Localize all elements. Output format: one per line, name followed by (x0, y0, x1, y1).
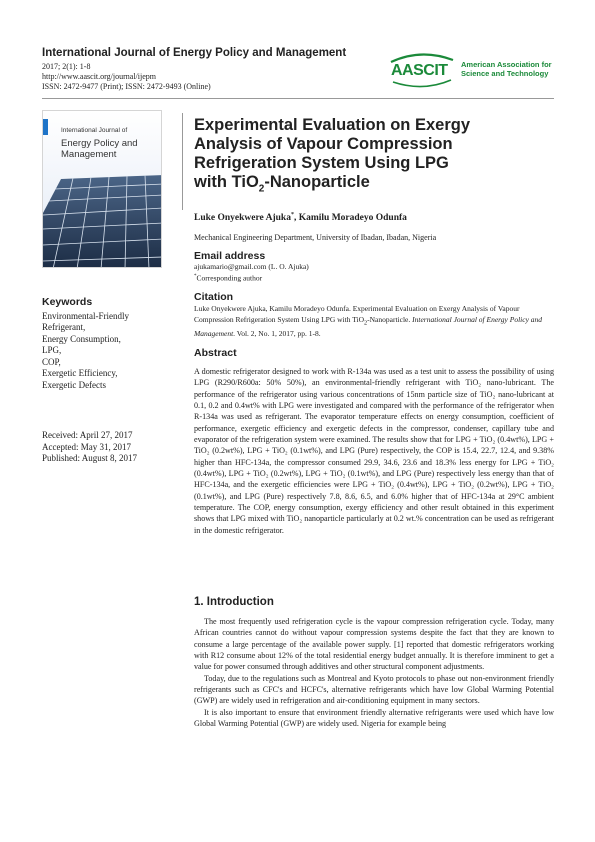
journal-meta (42, 62, 362, 92)
intro-heading: 1. Introduction (194, 596, 274, 608)
keyword-item: Energy Consumption, (42, 333, 121, 344)
logo-text: AASCIT (391, 62, 448, 79)
issn-line: ISSN: 2472-9477 (Print); ISSN: 2472-9493 (Online) (42, 82, 211, 91)
journal-title: International Journal of Energy Policy and Management (42, 47, 347, 59)
corresponding-marker: * (290, 212, 294, 219)
keyword-item: Refrigerant, (42, 322, 86, 332)
abstract-heading: Abstract (194, 347, 237, 360)
keyword-item: LPG, (42, 345, 62, 355)
keywords-section (42, 297, 162, 391)
article-title (194, 116, 554, 198)
email-heading: Email address (194, 250, 266, 263)
author-list: Luke Onyekwere Ajuka*, Kamilu Moradeyo Odunfa (194, 212, 407, 224)
intro-paragraph: The most frequently used refrigeration cycle is the vapour compression refrigeration cycle. Today, many African countries cannot do without vapour compression systems despite the fact that they are known to consume a large percentage of the available power supply. [1] reported that domestic refrigerators working with R12 consume about 12% of the total residential energy budget annually. It is therefore imminent to get a value for power consumed through additives and other structural component adjustments. (194, 617, 554, 672)
volume-line: 2017; 2(1): 1-8 (42, 62, 91, 71)
corresponding-author-note: *Corresponding author (194, 273, 263, 283)
keyword-item: Environmental-Friendly (42, 310, 129, 321)
citation-heading: Citation (194, 290, 234, 303)
date-published: Published: August 8, 2017 (42, 453, 138, 463)
keywords-heading: Keywords (42, 296, 93, 308)
keyword-item: Exergetic Defects (42, 379, 107, 390)
keyword-item: Exergetic Efficiency, (42, 368, 118, 378)
intro-paragraph: It is also important to ensure that environment friendly alternative refrigerants were used which have low Global Warming Potential (GWP) are widely used. Nigeria for example being (194, 707, 554, 729)
date-received: Received: April 27, 2017 (42, 430, 133, 440)
journal-url[interactable]: http://www.aascit.org/journal/ijepm (42, 72, 156, 81)
journal-cover-image (42, 110, 162, 268)
citation-text: Luke Onyekwere Ajuka, Kamilu Moradeyo Odunfa. Experimental Evaluation on Exergy Analysis of Vapour Compression Refrigeration System Using LPG with TiO$_2$-Nanoparticle. International Journal of Energy Policy and Management. Vol. 2, No. 1, 2017, pp. 1-8. (194, 303, 543, 339)
cover-accent-bar (43, 119, 48, 135)
title-line: Refrigeration System Using LPG (194, 154, 449, 172)
affiliation: Mechanical Engineering Department, University of Ibadan, Ibadan, Nigeria (194, 233, 437, 243)
title-line: with TiO$_2$-Nanoparticle (194, 173, 370, 195)
title-line: Experimental Evaluation on Exergy (194, 116, 471, 134)
intro-paragraph: Today, due to the regulations such as Montreal and Kyoto protocols to phase out non-environment friendly refrigerants such as CFC's and HCFC's, alternative refrigerants which have low Global Warming Potential (GWP) are widely used in refrigeration and air-conditioning equipment in many sectors. (194, 673, 554, 706)
email-address[interactable]: ajukamario@gmail.com (L. O. Ajuka) (194, 262, 309, 272)
publisher-logo[interactable] (387, 52, 562, 88)
journal-header (42, 47, 362, 92)
date-accepted: Accepted: May 31, 2017 (42, 441, 131, 452)
publisher-name-line1: American Association for (461, 60, 552, 69)
cover-line1: International Journal of (61, 127, 128, 134)
solar-panel-icon (43, 173, 162, 268)
author-name[interactable]: Luke Onyekwere Ajuka (194, 213, 291, 224)
dates-section (42, 430, 162, 465)
article-front-matter (194, 116, 554, 359)
keyword-item: COP, (42, 356, 61, 367)
column-divider (182, 113, 183, 210)
title-line: Analysis of Vapour Compression (194, 135, 453, 153)
intro-section (194, 616, 554, 729)
abstract-text: A domestic refrigerator designed to work with R-134a was used as a test unit to assess the possibility of using LPG (R290/R600a: 50% 50%), an environmental-friendly refrigerant with TiO₂ nano-lubricant. The performance of the refrigerator using various concentrations of 15nm particle size of TiO₂ nano-lubricant at 0.1, 0.2 and 0.4wt% with LPG were investigated and compared with the performance of the refrigerator when R-134a was used as refrigerant. The evaporator temperature effects on energy consumption, coefficient of performance, exergetic efficiency and exergetic defects in the compressor, condenser, capillary tube and evaporator of the refrigeration system were examined. The results show that for LPG + TiO₂ (0.4wt%), LPG + TiO₂ (0.2wt%), LPG + TiO₂ (0.1wt%), and LPG (Pure) respectively, the COP is 15.4, 22.7, 12.4, and 9.38% higher than HFC-134a, the compressor consumed 29.9, 34.6, 23.6 and 18.3% less energy for LPG + TiO₂ (0.4wt%), LPG + TiO₂ (0.2wt%), LPG + TiO₂ (0.1wt%), and LPG (Pure) respectively less energy than that of HFC-134a, and the exergetic efficiencies were LPG + TiO₂ (0.4wt%), LPG + TiO₂ (0.2wt%), LPG + TiO₂ (0.1wt%), and LPG (Pure) respectively 7.8, 8.6, 6.5, and 6.0% higher that of HFC-134a at 29°C ambient temperature. The COP, energy consumption, exergy efficiency and other result obtained in this experiment shows that LPG mixed with TiO₂ nanoparticle particularly at 0.2 wt.% concentration can be used as refrigerant in the domestic refrigerator. (194, 367, 554, 535)
header-divider (42, 98, 554, 99)
publisher-name (461, 60, 571, 78)
author-name[interactable]: Kamilu Moradeyo Odunfa (298, 213, 407, 224)
cover-line2: Energy Policy and Management (61, 138, 138, 160)
publisher-name-line2: Science and Technology (461, 69, 549, 78)
